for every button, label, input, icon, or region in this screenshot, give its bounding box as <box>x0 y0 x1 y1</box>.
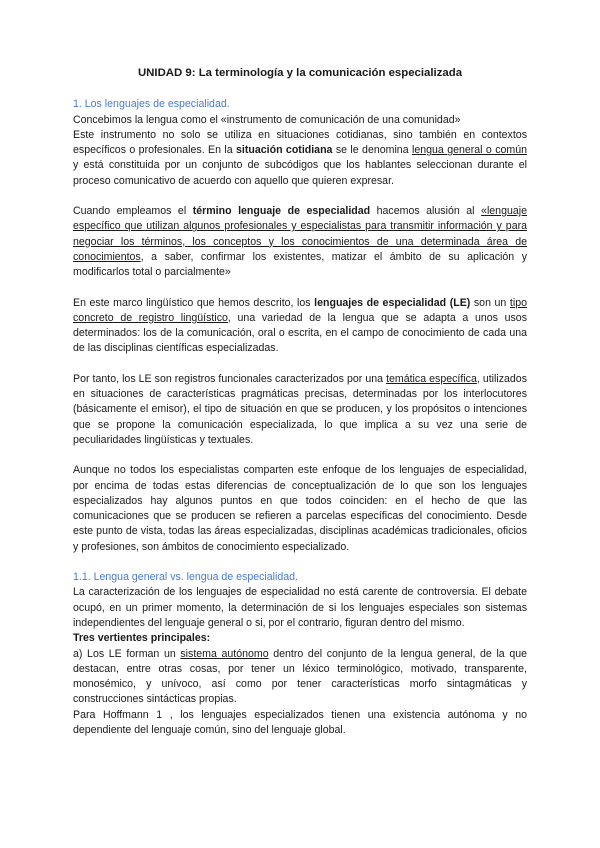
section-1-intro-line: Concebimos la lengua como el «instrumento de comunicación de una comunidad» <box>73 113 461 126</box>
paragraph-1: Este instrumento no solo se utiliza en situaciones cotidianas, sino también en contextos específicos o profesionales. En la situación cotidiana se le denomina lengua general o común y está constituida por un conjunto de subcódigos que los hablantes seleccionan durante el proceso comunicativo de acuerdo con aquello que quieren expresar. <box>73 128 528 187</box>
subheading-tres-vertientes: Tres vertientes principales: <box>73 632 211 645</box>
paragraph-a: a) Los LE forman un sistema autónomo dentro del conjunto de la lengua general, de la que destacan, entre otras cosas, por tener un léxico terminológico, motivado, transparente, monosémico, y unívoco, así como por tener características morfo sintagmáticas y construcciones sintácticas propias. <box>73 647 527 706</box>
document-page <box>73 66 527 738</box>
paragraph-6: La caracterización de los lenguajes de especialidad no está carente de controversia. El debate ocupó, en un primer momento, la determinación de si los lenguajes especiales son sistemas independientes del lenguaje general o si, por el contrario, figuran dentro del mismo. <box>73 586 527 629</box>
paragraph-5: Aunque no todos los especialistas comparten este enfoque de los lenguajes de especialidad, por encima de todas estas diferencias de conceptualización de lo que son los lenguajes especializados hay algunos puntos en que todos coinciden: en el hecho de que las comunicaciones que se producen se refieren a parcelas específicas del conocimiento. Desde este punto de vista, todas las áreas especializadas, disciplinas académicas tradicionales, oficios y profesiones, son ámbitos de conocimiento especializado. <box>73 464 527 553</box>
paragraph-4: Por tanto, los LE son registros funcionales caracterizados por una temática específica, utilizados en situaciones de características pragmáticas precisas, determinadas por los interlocutores (básicamente el emisor), el tipo de situación en que se producen, y los propósitos o intenciones que se propone la comunicación especializada, lo que implica a su vez una serie de peculiaridades lingüísticas y textuales. <box>73 372 527 446</box>
document-title: UNIDAD 9: La terminología y la comunicación especializada <box>137 67 463 79</box>
section-1-heading: 1. Los lenguajes de especialidad. <box>73 98 230 111</box>
paragraph-hoffmann: Para Hoffmann 1 , los lenguajes especializados tienen una existencia autónoma y no dependiente del lenguaje común, sino del lenguaje global. <box>73 708 527 736</box>
paragraph-2: Cuando empleamos el término lenguaje de especialidad hacemos alusión al «lenguaje específico que utilizan algunos profesionales y especialistas para transmitir información y para negociar los términos, los conceptos y los conocimientos de una determinada área de conocimientos, a saber, confirmar los existentes, matizar el ámbito de su aplicación y modificarlos total o parcialmente» <box>73 205 527 279</box>
paragraph-3: En este marco lingüístico que hemos descrito, los lenguajes de especialidad (LE) son un tipo concreto de registro lingüístico, una variedad de la lengua que se adapta a unos usos determinados: los de la comunicación, oral o escrita, en el campo de conocimiento de cada una de las disciplinas científicas especializadas. <box>73 296 528 355</box>
section-1-1-heading: 1.1. Lengua general vs. lengua de especialidad. <box>73 571 298 584</box>
